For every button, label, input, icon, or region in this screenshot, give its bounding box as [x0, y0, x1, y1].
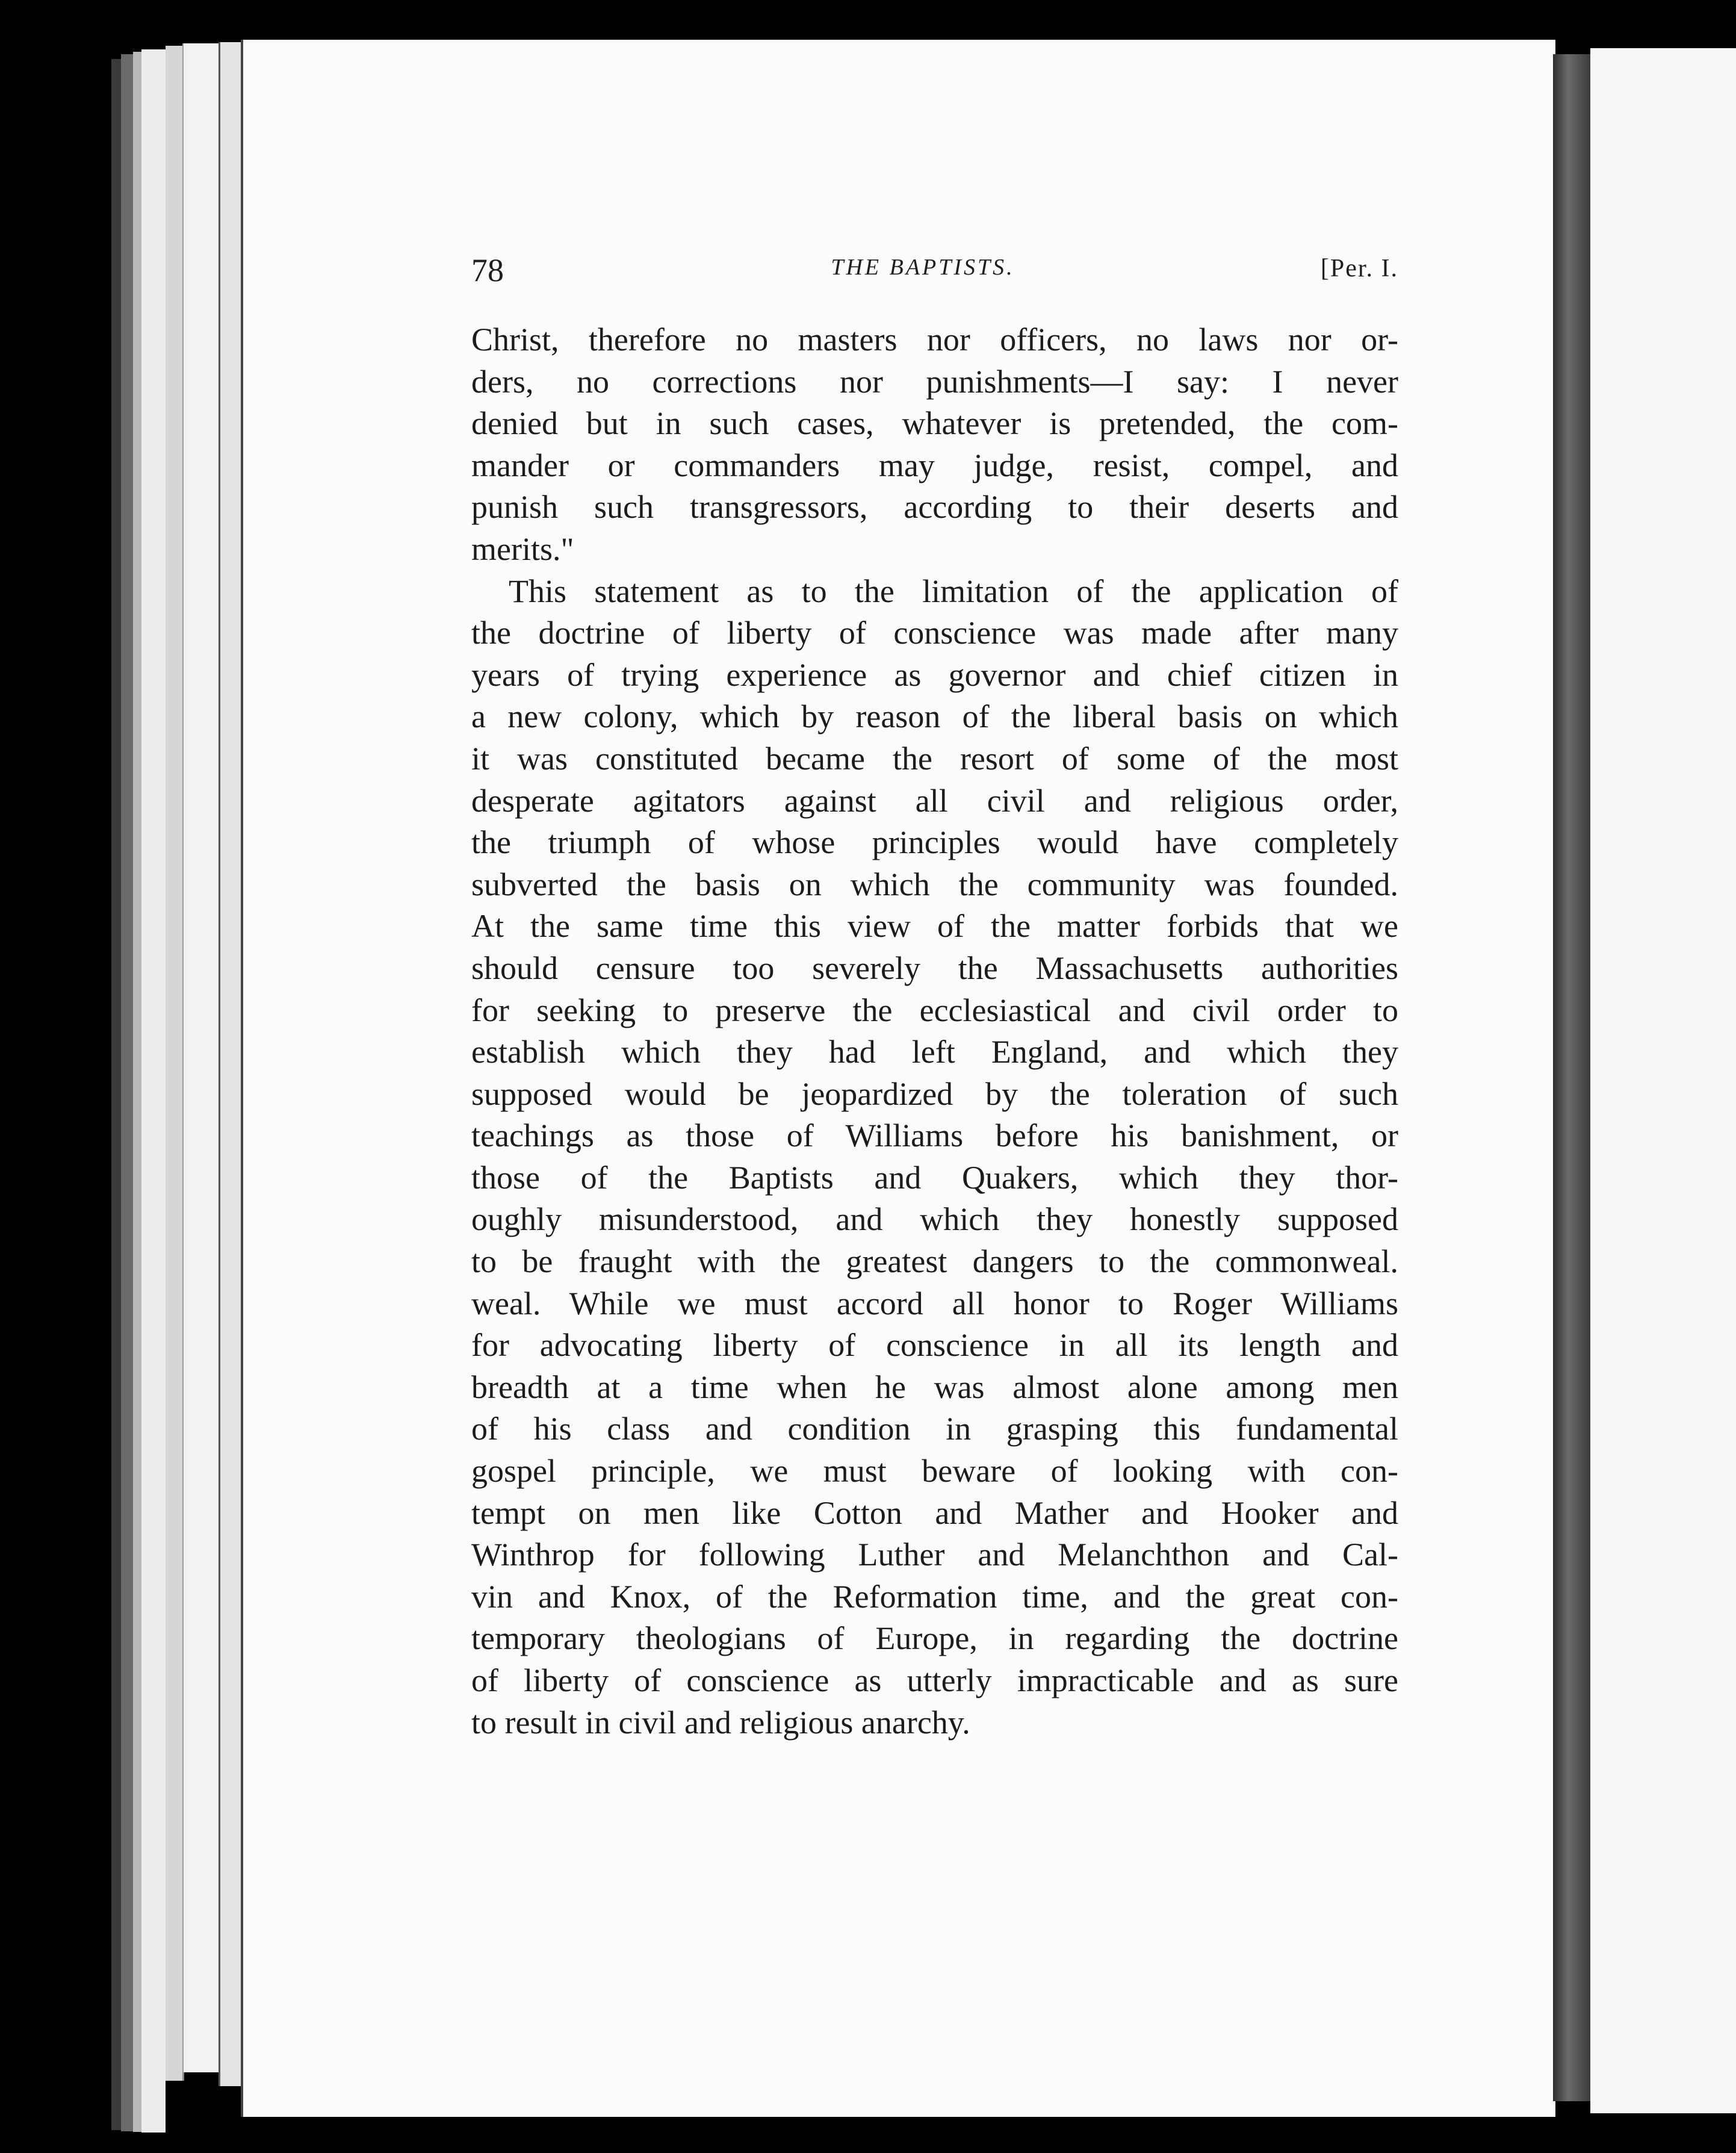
running-head [471, 252, 1398, 294]
book-edge [166, 46, 184, 2081]
text-line: vin and Knox, of the Reformation time, and the great con- [471, 1578, 1398, 1615]
text-line: ders, no corrections nor punishments—I say: I never [471, 363, 1398, 400]
text-line: the doctrine of liberty of conscience was made after many [471, 615, 1398, 651]
text-line: merits." [471, 530, 574, 567]
book-edge [111, 59, 121, 2130]
text-line: gospel principle, we must beware of looking with con- [471, 1453, 1398, 1490]
page-gutter [1553, 54, 1590, 2101]
text-line: a new colony, which by reason of the liberal basis on which [471, 698, 1398, 735]
body-text [471, 319, 1398, 1744]
text-line: to result in civil and religious anarchy. [471, 1704, 970, 1741]
text-line: supposed would be jeopardized by the toleration of such [471, 1075, 1398, 1112]
facing-page-edge [1590, 48, 1736, 2113]
text-line: the triumph of whose principles would have completely [471, 824, 1398, 861]
text-line: breadth at a time when he was almost alone among men [471, 1369, 1398, 1405]
page-title: THE BAPTISTS. [831, 255, 1015, 280]
book-edge [182, 43, 220, 2072]
book-edge [141, 49, 166, 2133]
text-line: Winthrop for following Luther and Melanchthon and Cal- [471, 1536, 1398, 1573]
text-line: to be fraught with the greatest dangers to the commonweal. [471, 1243, 1398, 1280]
text-line: it was constituted became the resort of some of the most [471, 740, 1398, 777]
text-line: for seeking to preserve the ecclesiastical and civil order to [471, 992, 1398, 1028]
text-line: punish such transgressors, according to their deserts and [471, 489, 1398, 526]
text-line: those of the Baptists and Quakers, which they thor- [471, 1159, 1398, 1196]
text-line: tempt on men like Cotton and Mather and Hooker and [471, 1494, 1398, 1531]
text-line: years of trying experience as governor and chief citizen in [471, 656, 1398, 693]
page-number: 78 [471, 252, 504, 288]
text-line: of liberty of conscience as utterly impracticable and as sure [471, 1662, 1398, 1698]
text-line: denied but in such cases, whatever is pretended, the com- [471, 405, 1398, 442]
book-edge [121, 54, 133, 2131]
book-edge [133, 52, 141, 2132]
text-line: establish which they had left England, and which they [471, 1034, 1398, 1070]
text-line: This statement as to the limitation of the application of [509, 573, 1398, 609]
text-line: oughly misunderstood, and which they honestly supposed [471, 1201, 1398, 1238]
text-line: of his class and condition in grasping this fundamental [471, 1411, 1398, 1447]
text-line: for advocating liberty of conscience in all its length and [471, 1327, 1398, 1364]
text-line: should censure too severely the Massachusetts authorities [471, 949, 1398, 986]
text-line: temporary theologians of Europe, in regarding the doctrine [471, 1620, 1398, 1657]
text-line: teachings as those of Williams before his banishment, or [471, 1117, 1398, 1154]
text-line: At the same time this view of the matter forbids that we [471, 908, 1398, 945]
text-line: desperate agitators against all civil and religious order, [471, 782, 1398, 819]
text-line: weal. While we must accord all honor to Roger Williams [471, 1285, 1398, 1322]
text-line: subverted the basis on which the community was founded. [471, 866, 1398, 903]
text-line: Christ, therefore no masters nor officers, no laws nor or- [471, 322, 1398, 358]
text-line: mander or commanders may judge, resist, compel, and [471, 447, 1398, 483]
part-label: [Per. I. [1320, 255, 1398, 282]
